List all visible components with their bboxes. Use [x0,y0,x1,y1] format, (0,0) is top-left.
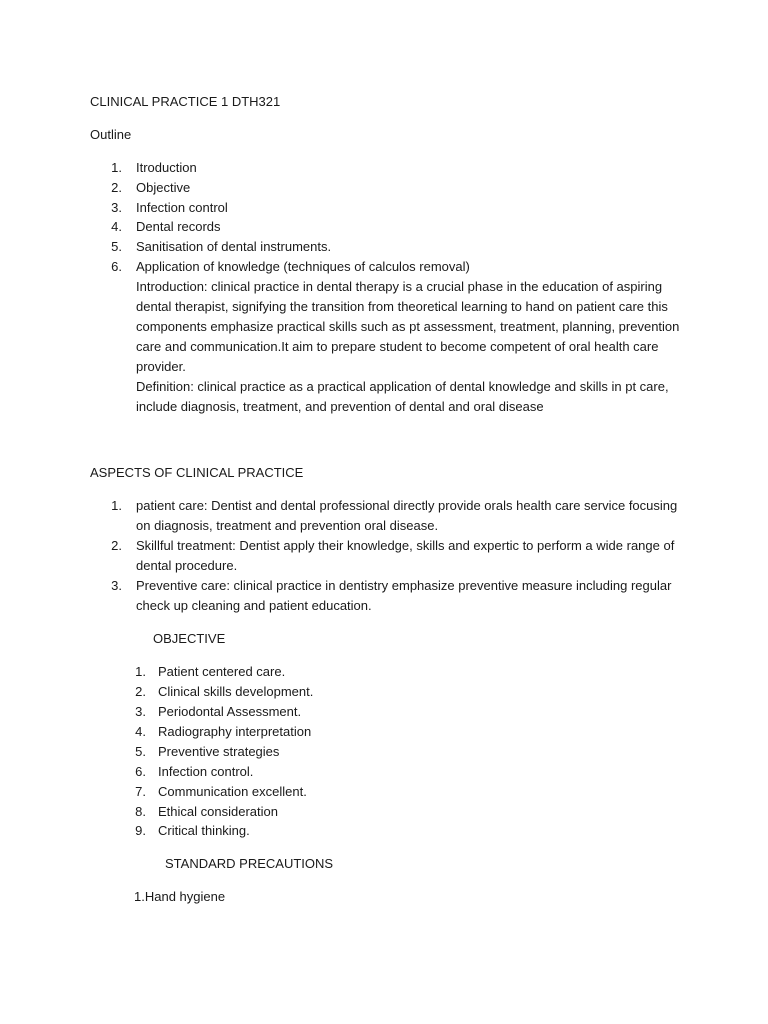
list-item: Itroduction [136,160,197,175]
list-item: Infection control [136,200,228,215]
list-item-continuation: check up cleaning and patient education. [136,598,372,613]
list-item: Patient centered care. [158,664,286,679]
definition-line: include diagnosis, treatment, and prevention of dental and oral disease [136,399,544,414]
intro-line: dental therapist, signifying the transition from theoretical learning to hand on patient care this [136,299,668,314]
list-item-number: 8. [135,804,146,819]
list-item-number: 2. [135,684,146,699]
list-item: Application of knowledge (techniques of calculos removal) [136,259,470,274]
aspects-heading: ASPECTS OF CLINICAL PRACTICE [90,465,304,480]
list-item-number: 2. [111,538,122,553]
list-item: Sanitisation of dental instruments. [136,239,332,254]
list-item-number: 6. [135,764,146,779]
list-item: Dental records [136,219,221,234]
intro-line: Introduction: clinical practice in dental therapy is a crucial phase in the education of aspiring [136,279,663,294]
list-item: Infection control. [158,764,254,779]
list-item-number: 3. [135,704,146,719]
precautions-heading: STANDARD PRECAUTIONS [165,856,334,871]
intro-line: provider. [136,359,186,374]
list-item: Clinical skills development. [158,684,314,699]
list-item-continuation: on diagnosis, treatment and prevention oral disease. [136,518,439,533]
list-item: Objective [136,180,191,195]
list-item: Ethical consideration [158,804,278,819]
list-item-continuation: dental procedure. [136,558,238,573]
intro-line: components emphasize practical skills such as pt assessment, treatment, planning, prevention [136,319,680,334]
outline-heading: Outline [90,127,132,142]
list-item-number: 7. [135,784,146,799]
list-item: Radiography interpretation [158,724,312,739]
list-item-number: 5. [111,239,122,254]
document-title: CLINICAL PRACTICE 1 DTH321 [90,94,281,109]
list-item: Critical thinking. [158,823,250,838]
list-item-number: 1. [111,498,122,513]
definition-line: Definition: clinical practice as a practical application of dental knowledge and skills in pt care, [136,379,669,394]
list-item: Preventive care: clinical practice in dentistry emphasize preventive measure including regular [136,578,672,593]
list-item: Periodontal Assessment. [158,704,302,719]
list-item-number: 5. [135,744,146,759]
list-item: Skillful treatment: Dentist apply their knowledge, skills and expertic to perform a wide range of [136,538,675,553]
list-item: Communication excellent. [158,784,307,799]
list-item: Preventive strategies [158,744,280,759]
list-item-number: 4. [135,724,146,739]
list-item-number: 6. [111,259,122,274]
list-item: 1.Hand hygiene [134,889,226,904]
list-item-number: 1. [135,664,146,679]
list-item-number: 2. [111,180,122,195]
list-item-number: 3. [111,578,122,593]
list-item-number: 1. [111,160,122,175]
list-item: patient care: Dentist and dental professional directly provide orals health care service focusing [136,498,678,513]
objective-heading: OBJECTIVE [153,631,226,646]
list-item-number: 4. [111,219,122,234]
intro-line: care and communication.It aim to prepare student to become competent of oral health care [136,339,659,354]
list-item-number: 3. [111,200,122,215]
list-item-number: 9. [135,823,146,838]
